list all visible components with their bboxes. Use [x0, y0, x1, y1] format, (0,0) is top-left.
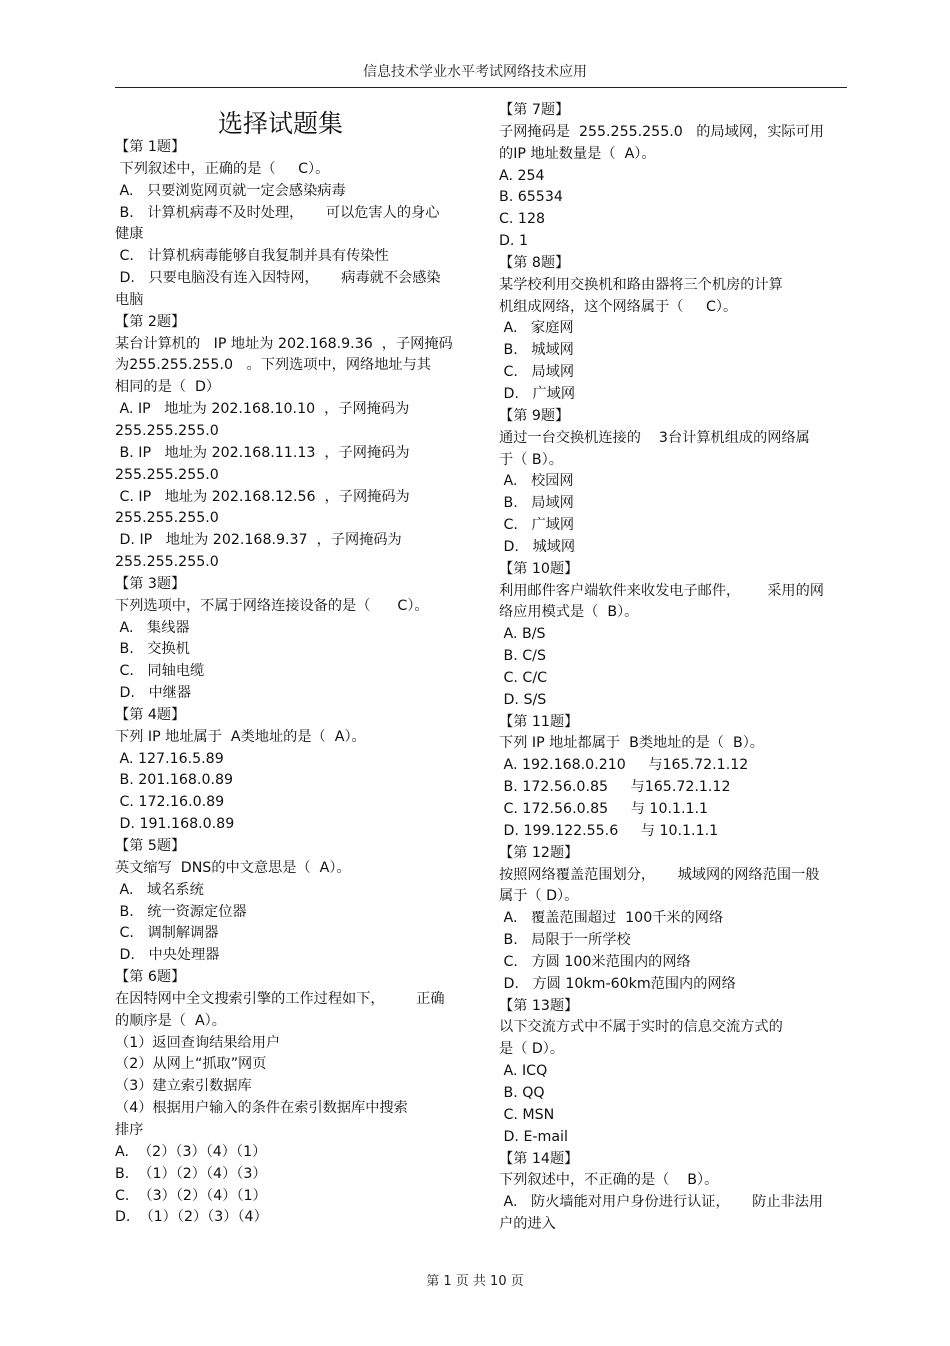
question-line: 排序: [115, 1121, 144, 1138]
question-line: C. 128: [499, 211, 546, 228]
question-number: 【第 3题】: [115, 575, 186, 592]
question-line: B. 局域网: [499, 495, 574, 512]
question-line: D. （1）（2）（3）（4）: [115, 1209, 268, 1226]
question-line: B. 局限于一所学校: [499, 932, 631, 949]
question-line: A. 覆盖范围超过 100千米的网络: [499, 910, 724, 927]
question-line: A. 127.16.5.89: [115, 750, 224, 767]
question-line: 于（ B）。: [499, 451, 563, 468]
question-line: （1）返回查询结果给用户: [115, 1034, 281, 1051]
question-line: 利用邮件客户端软件来收发电子邮件， 采用的网: [499, 582, 824, 599]
question-line: 为255.255.255.0 。下列选项中，网络地址与其: [115, 357, 431, 374]
question-line: A. 防火墙能对用户身份进行认证， 防止非法用: [499, 1194, 824, 1211]
question-line: 健康: [115, 226, 144, 243]
question-line: 在因特网中全文搜索引擎的工作过程如下， 正确: [115, 990, 445, 1007]
question-line: C. 广域网: [499, 517, 575, 534]
question-line: A. 校园网: [499, 473, 574, 490]
question-line: 255.255.255.0: [115, 422, 219, 439]
question-line: C. 计算机病毒能够自我复制并具有传染性: [115, 248, 389, 265]
question-line: A. 192.168.0.210 与165.72.1.12: [499, 757, 749, 774]
question-number: 【第 10题】: [499, 560, 579, 577]
question-line: 的顺序是（ A）。: [115, 1012, 226, 1029]
question-number: 【第 14题】: [499, 1150, 579, 1167]
question-line: A. 只要浏览网页就一定会感染病毒: [115, 182, 346, 199]
question-line: C. 172.16.0.89: [115, 794, 225, 811]
question-line: 机组成网络，这个网络属于（ C）。: [499, 298, 738, 315]
question-line: A. ICQ: [499, 1063, 548, 1080]
question-line: B. 计算机病毒不及时处理， 可以危害人的身心: [115, 204, 440, 221]
question-line: B. C/S: [499, 648, 546, 665]
question-line: 下列选项中，不属于网络连接设备的是（ C）。: [115, 597, 429, 614]
question-line: D. IP 地址为 202.168.9.37 ，子网掩码为: [115, 532, 402, 549]
question-line: D. E-mail: [499, 1128, 568, 1145]
page-footer: 第 1 页 共 10 页: [426, 1274, 524, 1289]
question-line: C. 172.56.0.85 与 10.1.1.1: [499, 801, 709, 817]
question-number: 【第 7题】: [499, 102, 570, 118]
left-question-column: [115, 137, 460, 1229]
question-line: B. 交换机: [115, 641, 190, 658]
question-line: B. IP 地址为 202.168.11.13 ，子网掩码为: [115, 444, 410, 461]
question-line: 按照网络覆盖范围划分， 城域网的网络范围一般: [499, 866, 820, 883]
question-line: D. 中继器: [115, 685, 192, 702]
question-line: 下列叙述中，正确的是（ C）。: [115, 160, 330, 177]
question-line: 的IP 地址数量是（ A）。: [499, 145, 656, 162]
question-line: 下列叙述中，不正确的是（ B）。: [499, 1172, 719, 1189]
question-line: （2）从网上“抓取”网页: [115, 1056, 267, 1073]
question-line: C. 方圆 100米范围内的网络: [499, 953, 691, 970]
question-line: D. 191.168.0.89: [115, 816, 235, 833]
question-line: （4）根据用户输入的条件在索引数据库中搜索: [115, 1100, 408, 1117]
question-line: 某台计算机的 IP 地址为 202.168.9.36 ，子网掩码: [115, 335, 453, 352]
question-line: C. IP 地址为 202.168.12.56 ，子网掩码为: [115, 488, 410, 505]
question-line: 属于（ D）。: [499, 888, 579, 905]
question-line: B. 65534: [499, 189, 563, 206]
question-line: B. （1）（2）（4）（3）: [115, 1165, 267, 1182]
question-line: A. IP 地址为 202.168.10.10 ，子网掩码为: [115, 401, 410, 418]
question-line: 络应用模式是（ B）。: [499, 604, 639, 621]
question-number: 【第 8题】: [499, 254, 570, 271]
question-line: 以下交流方式中不属于实时的信息交流方式的: [499, 1019, 783, 1036]
question-line: C. C/C: [499, 669, 548, 686]
question-line: C. 局域网: [499, 364, 575, 381]
question-line: 电脑: [115, 291, 144, 308]
question-line: 子网掩码是 255.255.255.0 的局域网，实际可用: [499, 123, 824, 140]
question-line: 户的进入: [499, 1216, 556, 1233]
question-line: 通过一台交换机连接的 3台计算机组成的网络属: [499, 429, 810, 446]
question-number: 【第 5题】: [115, 838, 186, 854]
question-line: C. MSN: [499, 1106, 555, 1123]
question-line: 下列 IP 地址属于 A类地址的是（ A）。: [115, 728, 366, 745]
question-number: 【第 4题】: [115, 706, 186, 723]
question-line: A. 254: [499, 167, 545, 184]
question-number: 【第 1题】: [115, 139, 186, 155]
question-line: D. 199.122.55.6 与 10.1.1.1: [499, 822, 719, 839]
question-line: A. 集线器: [115, 619, 190, 636]
question-line: 是（ D）。: [499, 1041, 565, 1058]
question-line: B. 201.168.0.89: [115, 772, 234, 789]
question-line: 相同的是（ D）: [115, 379, 221, 396]
header-divider: [115, 87, 847, 88]
question-line: C. （3）（2）（4）（1）: [115, 1187, 267, 1204]
question-line: B. 统一资源定位器: [115, 903, 247, 920]
question-line: D. 只要电脑没有连入因特网， 病毒就不会感染: [115, 270, 441, 287]
question-number: 【第 6题】: [115, 969, 186, 986]
question-line: B. 172.56.0.85 与165.72.1.12: [499, 779, 731, 796]
page-header: 信息技术学业水平考试网络技术应用: [363, 64, 587, 80]
question-line: C. 调制解调器: [115, 925, 219, 942]
question-line: B. QQ: [499, 1084, 545, 1101]
question-line: A. B/S: [499, 626, 546, 643]
question-number: 【第 2题】: [115, 313, 186, 330]
question-number: 【第 13题】: [499, 997, 579, 1014]
question-line: C. 同轴电缆: [115, 663, 205, 680]
question-line: 255.255.255.0: [115, 554, 219, 571]
document-title: 选择试题集: [218, 109, 344, 138]
question-line: 255.255.255.0: [115, 510, 219, 527]
question-line: 英文缩写 DNS的中文意思是（ A）。: [115, 859, 351, 876]
question-line: D. 1: [499, 233, 528, 250]
question-line: A. 域名系统: [115, 881, 204, 898]
question-line: B. 城域网: [499, 342, 574, 359]
question-line: （3）建立索引数据库: [115, 1078, 252, 1095]
question-number: 【第 9题】: [499, 407, 570, 424]
right-question-column: [499, 100, 844, 1236]
question-line: A. （2）（3）（4）（1）: [115, 1143, 267, 1160]
question-number: 【第 12题】: [499, 844, 579, 861]
question-line: 下列 IP 地址都属于 B类地址的是（ B）。: [499, 735, 764, 752]
question-line: D. 中央处理器: [115, 947, 220, 964]
question-number: 【第 11题】: [499, 713, 579, 730]
question-line: 255.255.255.0: [115, 466, 219, 483]
question-line: D. 广域网: [499, 385, 576, 402]
question-line: D. 城域网: [499, 538, 576, 555]
question-line: D. S/S: [499, 691, 547, 708]
question-line: A. 家庭网: [499, 320, 574, 337]
question-line: D. 方圆 10km-60km范围内的网络: [499, 975, 736, 992]
question-line: 某学校利用交换机和路由器将三个机房的计算: [499, 276, 783, 293]
